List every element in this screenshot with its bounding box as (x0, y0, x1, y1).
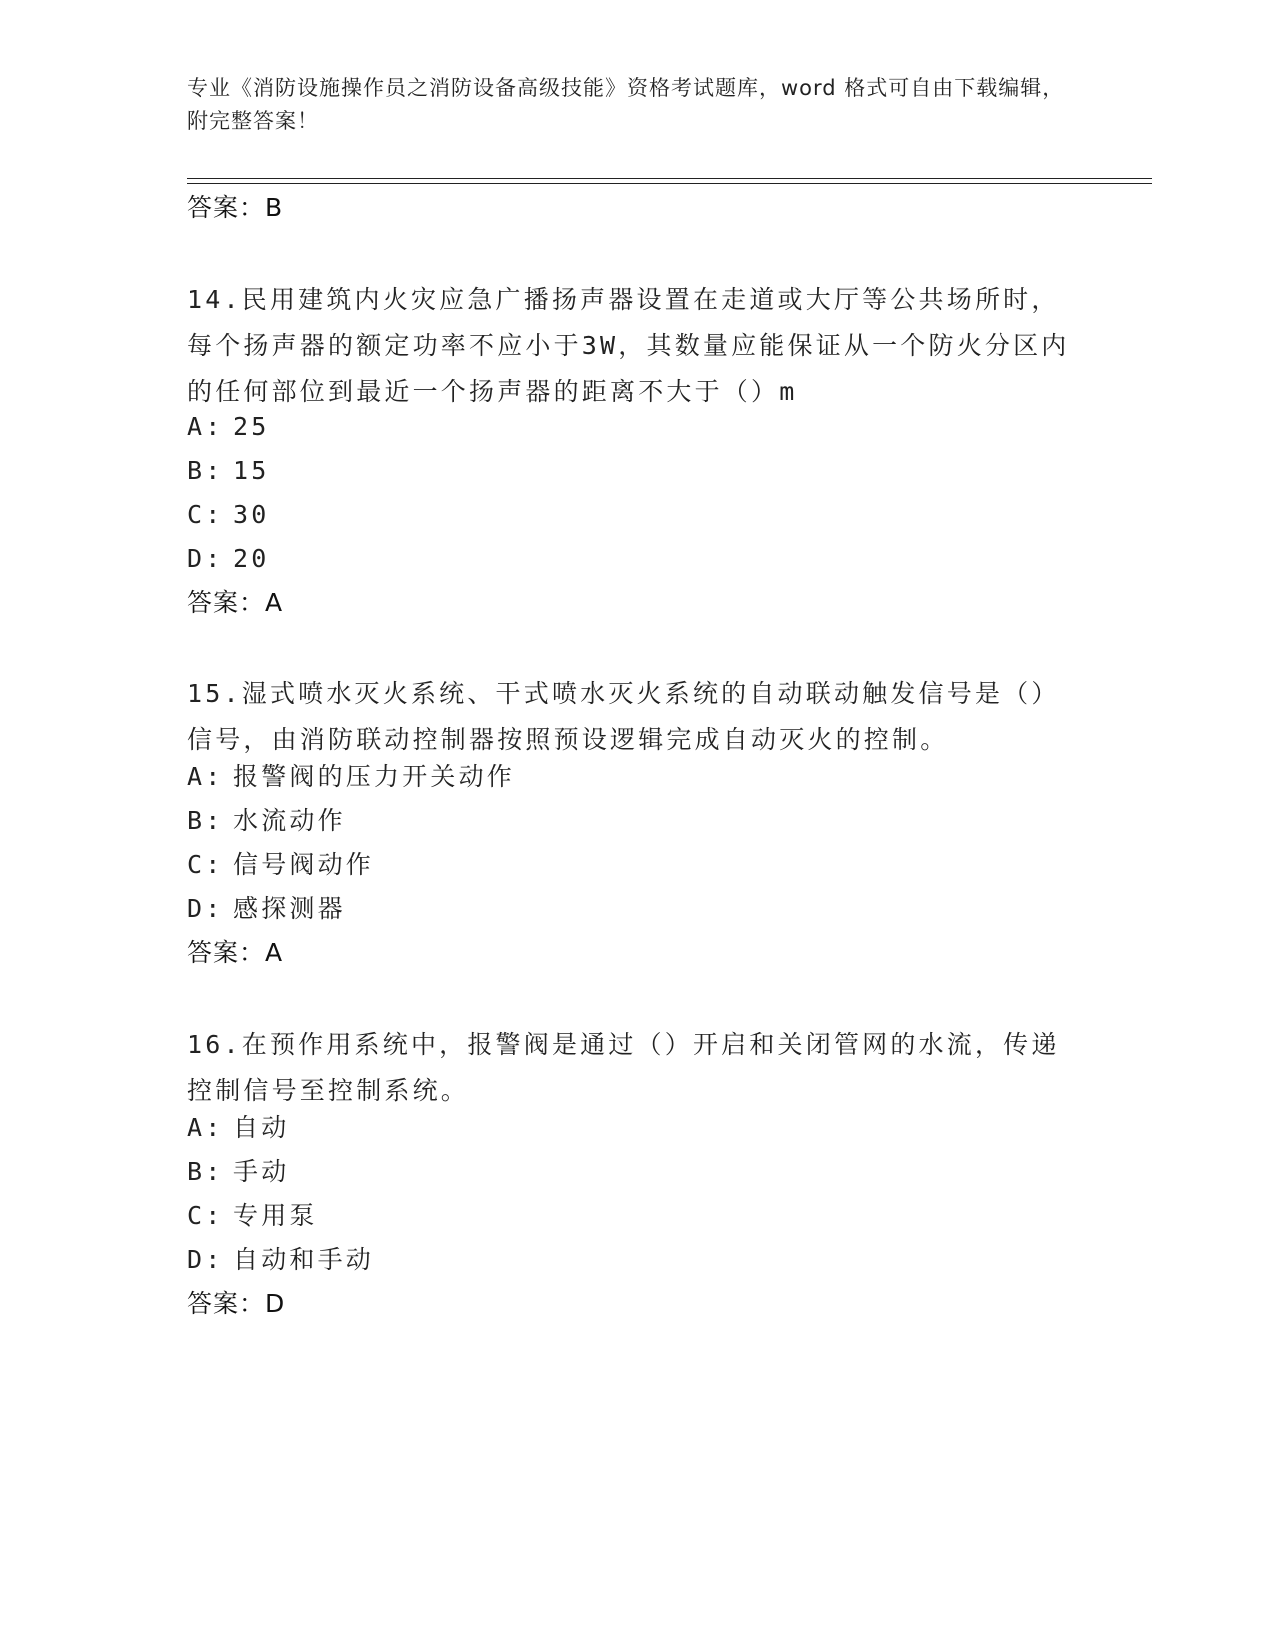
question-15-option-d (187, 894, 1087, 924)
question-14-option-a (187, 412, 1087, 442)
question-14-option-d (187, 544, 1087, 574)
question-16-text: 16.在预作用系统中，报警阀是通过（）开启和关闭管网的水流，传递控制信号至控制系统。 (187, 1030, 1060, 1105)
option-value: 报警阀的压力开关动作 (233, 762, 516, 791)
option-key: A: (187, 762, 224, 791)
option-key: A: (187, 412, 224, 441)
option-value: 感探测器 (233, 894, 346, 923)
option-key: A: (187, 1113, 224, 1142)
question-14-option-c (187, 500, 1087, 530)
option-value: 25 (233, 412, 270, 441)
header-rule-top (187, 178, 1152, 179)
question-15-option-b (187, 806, 1087, 836)
option-value: 自动和手动 (233, 1245, 375, 1274)
option-value: 信号阀动作 (233, 850, 375, 879)
question-14-answer: 答案：A (187, 588, 284, 617)
question-16-option-a (187, 1113, 1087, 1143)
option-key: C: (187, 1201, 224, 1230)
option-value: 30 (233, 500, 270, 529)
question-16-option-c (187, 1201, 1087, 1231)
option-value: 自动 (233, 1113, 290, 1142)
option-key: D: (187, 1245, 224, 1274)
question-16-option-b (187, 1157, 1087, 1187)
question-14-option-b (187, 456, 1087, 486)
option-key: B: (187, 1157, 224, 1186)
question-16-option-d (187, 1245, 1087, 1275)
question-14-text: 14.民用建筑内火灾应急广播扬声器设置在走道或大厅等公共场所时，每个扬声器的额定功率不应小于3W，其数量应能保证从一个防火分区内的任何部位到最近一个扬声器的距离不大于（）m (187, 285, 1070, 406)
option-key: B: (187, 456, 224, 485)
question-15-option-a (187, 762, 1087, 792)
option-value: 水流动作 (233, 806, 346, 835)
previous-answer: 答案：B (187, 193, 284, 222)
option-value: 15 (233, 456, 270, 485)
question-15-option-c (187, 850, 1087, 880)
header-rule-bottom (187, 183, 1152, 184)
option-value: 专用泵 (233, 1201, 318, 1230)
option-value: 20 (233, 544, 270, 573)
question-15-answer: 答案：A (187, 938, 284, 967)
option-value: 手动 (233, 1157, 290, 1186)
question-16-answer: 答案：D (187, 1289, 286, 1318)
option-key: D: (187, 544, 224, 573)
option-key: D: (187, 894, 224, 923)
option-key: C: (187, 500, 224, 529)
option-key: B: (187, 806, 224, 835)
option-key: C: (187, 850, 224, 879)
question-15-text: 15.湿式喷水灭火系统、干式喷水灭火系统的自动联动触发信号是（）信号，由消防联动控制器按照预设逻辑完成自动灭火的控制。 (187, 679, 1060, 754)
page-header: 专业《消防设施操作员之消防设备高级技能》资格考试题库，word 格式可自由下载编辑，附完整答案！ (187, 76, 1065, 133)
